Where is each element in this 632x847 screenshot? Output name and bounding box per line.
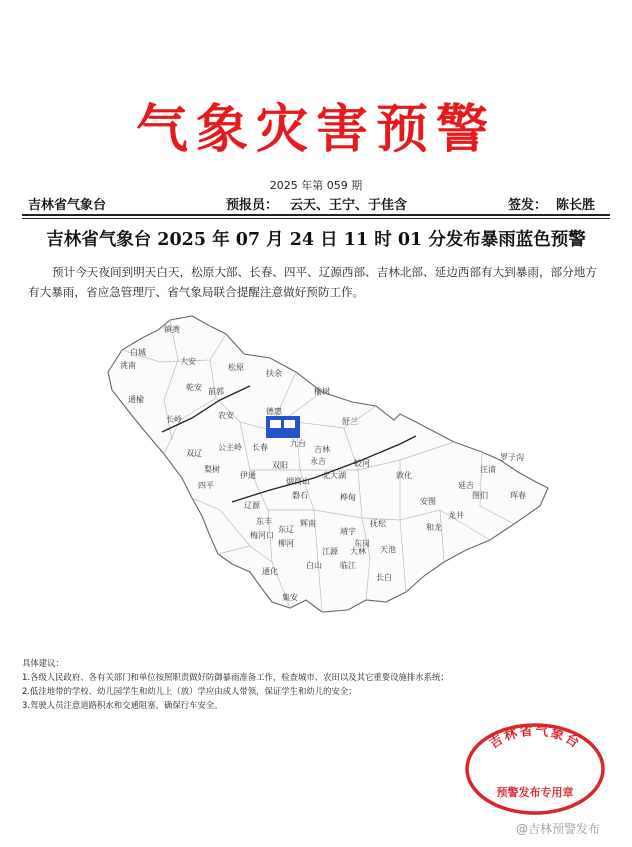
issue-number: 2025 年第 059 期 [269, 179, 363, 192]
map-place-label: 长岭 [166, 415, 182, 424]
map-place-label: 大安 [180, 357, 196, 366]
watermark: @吉林预警发布 [516, 822, 601, 836]
header-rule [22, 214, 610, 216]
map-place-label: 德惠 [266, 407, 282, 416]
map-place-label: 安图 [420, 497, 436, 506]
map-place-label: 舒兰 [342, 417, 358, 426]
signer-label: 签发： [508, 198, 548, 213]
official-seal [462, 720, 608, 818]
map-logo-mark [284, 420, 295, 428]
map-place-label: 长春 [252, 443, 268, 452]
map-place-label: 公主岭 [218, 443, 242, 452]
map-place-label: 四平 [198, 481, 214, 490]
map-place-label: 白山 [306, 561, 322, 570]
map-place-label: 延吉 [458, 481, 474, 490]
map-place-label: 天池 [380, 545, 396, 554]
map-place-label: 临江 [340, 561, 356, 570]
map-place-label: 龙井 [448, 511, 464, 520]
header-rule-thin [22, 218, 610, 219]
map-place-label: 东岗 [354, 539, 370, 548]
banner-title: 气象灾害预警 [135, 99, 496, 160]
map-place-label: 蛟河 [354, 459, 370, 468]
issuing-agency: 吉林省气象台 [28, 198, 107, 213]
warning-body: 预计今天夜间到明天白天，松原大部、长春、四平、辽源西部、吉林北部、延边西部有大到暴雨，部分地方有大暴雨，省应急管理厅、省气象局联合提醒注意做好预防工作。 [28, 265, 597, 299]
map-place-label: 吉林 [314, 445, 330, 454]
warning-headline: 吉林省气象台 2025 年 07 月 24 日 11 时 01 分发布暴雨蓝色预警 [46, 230, 586, 250]
map-place-label: 前郭 [208, 387, 224, 396]
map-place-label: 扶余 [266, 369, 282, 378]
map-place-label: 图们 [472, 491, 488, 500]
map-place-label: 镇赉 [164, 325, 180, 334]
map-place-label: 辉南 [300, 519, 316, 528]
map-place-label: 永吉 [310, 457, 326, 466]
map-place-label: 集安 [282, 593, 298, 602]
signer: 陈长胜 [556, 198, 596, 213]
map-place-label: 靖宇 [340, 527, 356, 536]
map-place-label: 榆树 [314, 387, 330, 396]
map-place-label: 珲春 [510, 491, 526, 500]
map-place-label: 汪清 [480, 465, 496, 474]
map-place-label: 通榆 [128, 395, 144, 404]
map-place-label: 烟筒山 [286, 477, 310, 486]
map-place-label: 农安 [218, 411, 234, 420]
seal-top-text: 吉林省气象台 [486, 723, 584, 753]
map-place-label: 敦化 [396, 471, 412, 480]
map-place-label: 松原 [228, 363, 244, 372]
map-logo-mark [270, 420, 281, 428]
jilin-province-map [100, 310, 550, 615]
map-place-label: 白城 [130, 348, 146, 357]
forecasters: 云天、王宁、于佳含 [290, 198, 408, 213]
map-place-label: 磐石 [292, 491, 308, 500]
map-place-label: 双阳 [272, 461, 288, 470]
map-place-label: 罗子沟 [500, 453, 524, 462]
map-place-label: 抚松 [370, 519, 386, 528]
map-place-label: 柳河 [278, 539, 294, 548]
map-place-label: 伊通 [240, 471, 256, 480]
map-place-label: 辽源 [244, 501, 260, 510]
svg-text:吉林省气象台 [486, 723, 583, 752]
meta-row [28, 192, 606, 212]
map-place-label: 桦甸 [340, 493, 356, 502]
map-place-label: 通化 [262, 567, 278, 576]
map-place-label: 东辽 [278, 525, 294, 534]
map-place-label: 梨树 [204, 465, 220, 474]
map-place-label: 和龙 [426, 523, 442, 532]
map-place-label: 北大湖 [322, 471, 346, 480]
map-place-label: 洮南 [120, 361, 136, 370]
map-place-label: 梅河口 [250, 531, 274, 540]
map-place-label: 九台 [290, 439, 306, 448]
advice-item: 1.各级人民政府、各有关部门和单位按照职责做好防御暴雨准备工作，检查城市、农田以及其它重要设施排水系统； [22, 672, 449, 682]
map-place-label: 长白 [376, 573, 392, 582]
seal-bottom-text: 预警发布专用章 [496, 786, 574, 799]
advice-section [22, 656, 602, 712]
map-place-label: 东丰 [256, 517, 272, 526]
province-outline [108, 316, 548, 612]
advice-item: 2.低洼地带的学校、幼儿园学生和幼儿上（放）学应由成人带领，保证学生和幼儿的安全； [22, 686, 357, 696]
map-place-label: 乾安 [186, 383, 202, 392]
map-place-label: 大林 [350, 547, 366, 556]
advice-item: 3.驾驶人员注意道路积水和交通阻塞，确保行车安全。 [22, 700, 223, 710]
forecasters-label: 预报员： [226, 198, 279, 213]
map-place-label: 双辽 [186, 449, 202, 458]
advice-title: 具体建议： [22, 658, 64, 668]
map-place-label: 江源 [322, 547, 338, 556]
